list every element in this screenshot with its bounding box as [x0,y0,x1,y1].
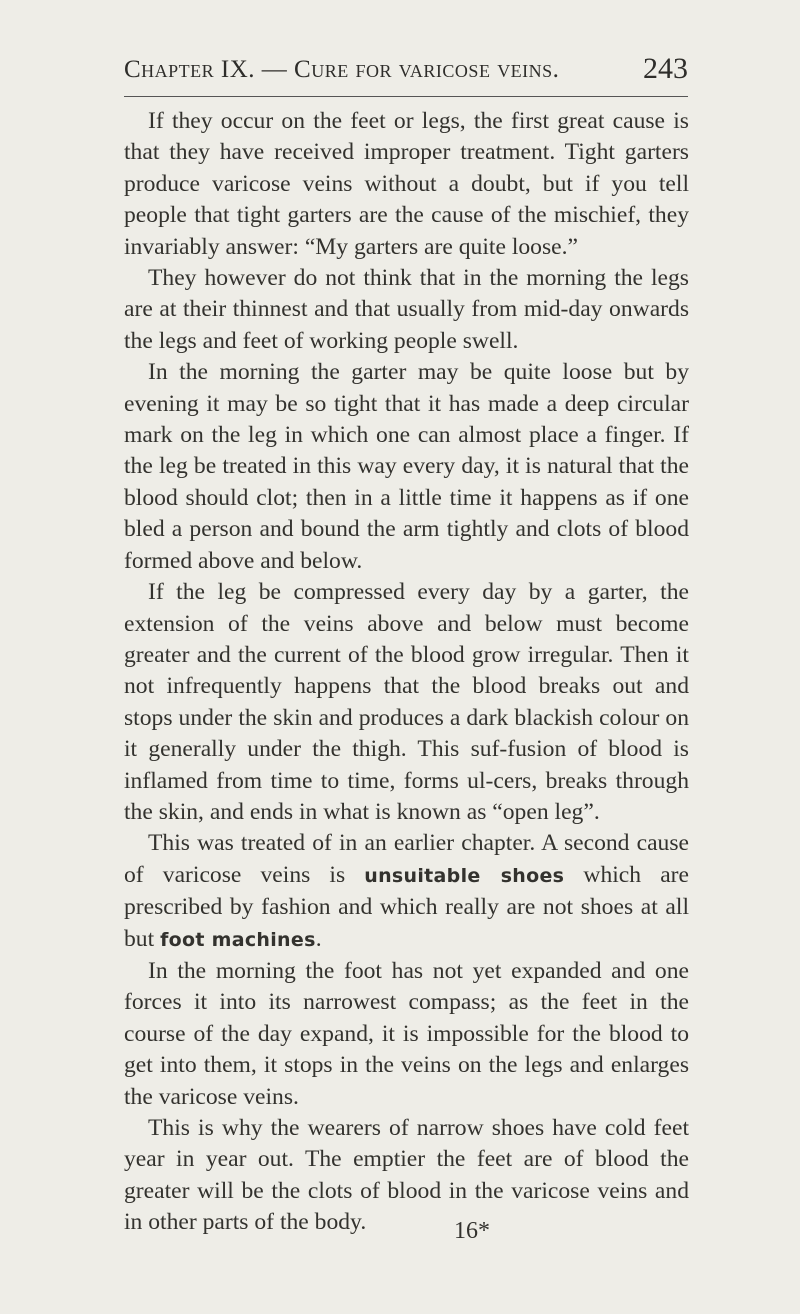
text-run: This was treated of in an earlier chapter. A second cause of varicose veins is [124,830,689,888]
paragraph [124,106,689,263]
text-run: which are prescribed by fashion and which really are not shoes at all but [124,861,689,952]
text-run: This is why the wearers of narrow shoes have cold feet year in year out. The emptier the feet are of blood the greater will be the clots of blood in the varicose veins and in other parts of the body. [124,1115,689,1236]
page-number: 243 [643,52,688,85]
bold-phrase: foot machines [160,928,316,951]
text-run: They however do not think that in the morning the legs are at their thinnest and that usually from mid-day onwards the legs and feet of working people swell. [124,265,689,354]
text-run: If they occur on the feet or legs, the first great cause is that they have received improper treatment. Tight garters produce varicose veins without a doubt, but if you tell people that tight garters are the cause of the mischief, they invariably answer: “My garters are quite loose.” [124,108,689,260]
paragraph [124,956,689,1113]
body-text [124,106,689,1239]
text-run: . [315,925,322,952]
paragraph [124,357,689,577]
signature-mark: 16* [454,1218,490,1244]
paragraph [124,263,689,357]
running-title: Chapter IX. — Cure for varicose veins. [124,56,560,83]
paragraph [124,828,689,956]
text-run: If the leg be compressed every day by a garter, the extension of the veins above and below must become greater and the current of the blood grow irregular. Then it not infrequently happens that the blood breaks out and stops under the skin and produces a dark blackish colour on it generally under the thigh. This suf-fusion of blood is inflamed from time to time, forms ul-cers, breaks through the skin, and ends in what is known as “open leg”. [124,579,689,825]
running-header [124,52,688,97]
paragraph [124,577,689,828]
bold-phrase: unsuitable shoes [364,864,565,887]
text-run: In the morning the foot has not yet expanded and one forces it into its narrowest compass; as the feet in the course of the day expand, it is impossible for the blood to get into them, it stops in the veins on the legs and enlarges the varicose veins. [124,957,689,1110]
paragraph [124,1113,689,1239]
text-run: In the morning the garter may be quite loose but by evening it may be so tight that it has made a deep circular mark on the leg in which one can almost place a finger. If the leg be treated in this way every day, it is natural that the blood should clot; then in a little time it happens as if one bled a person and bound the arm tightly and clots of blood formed above and below. [124,359,689,574]
